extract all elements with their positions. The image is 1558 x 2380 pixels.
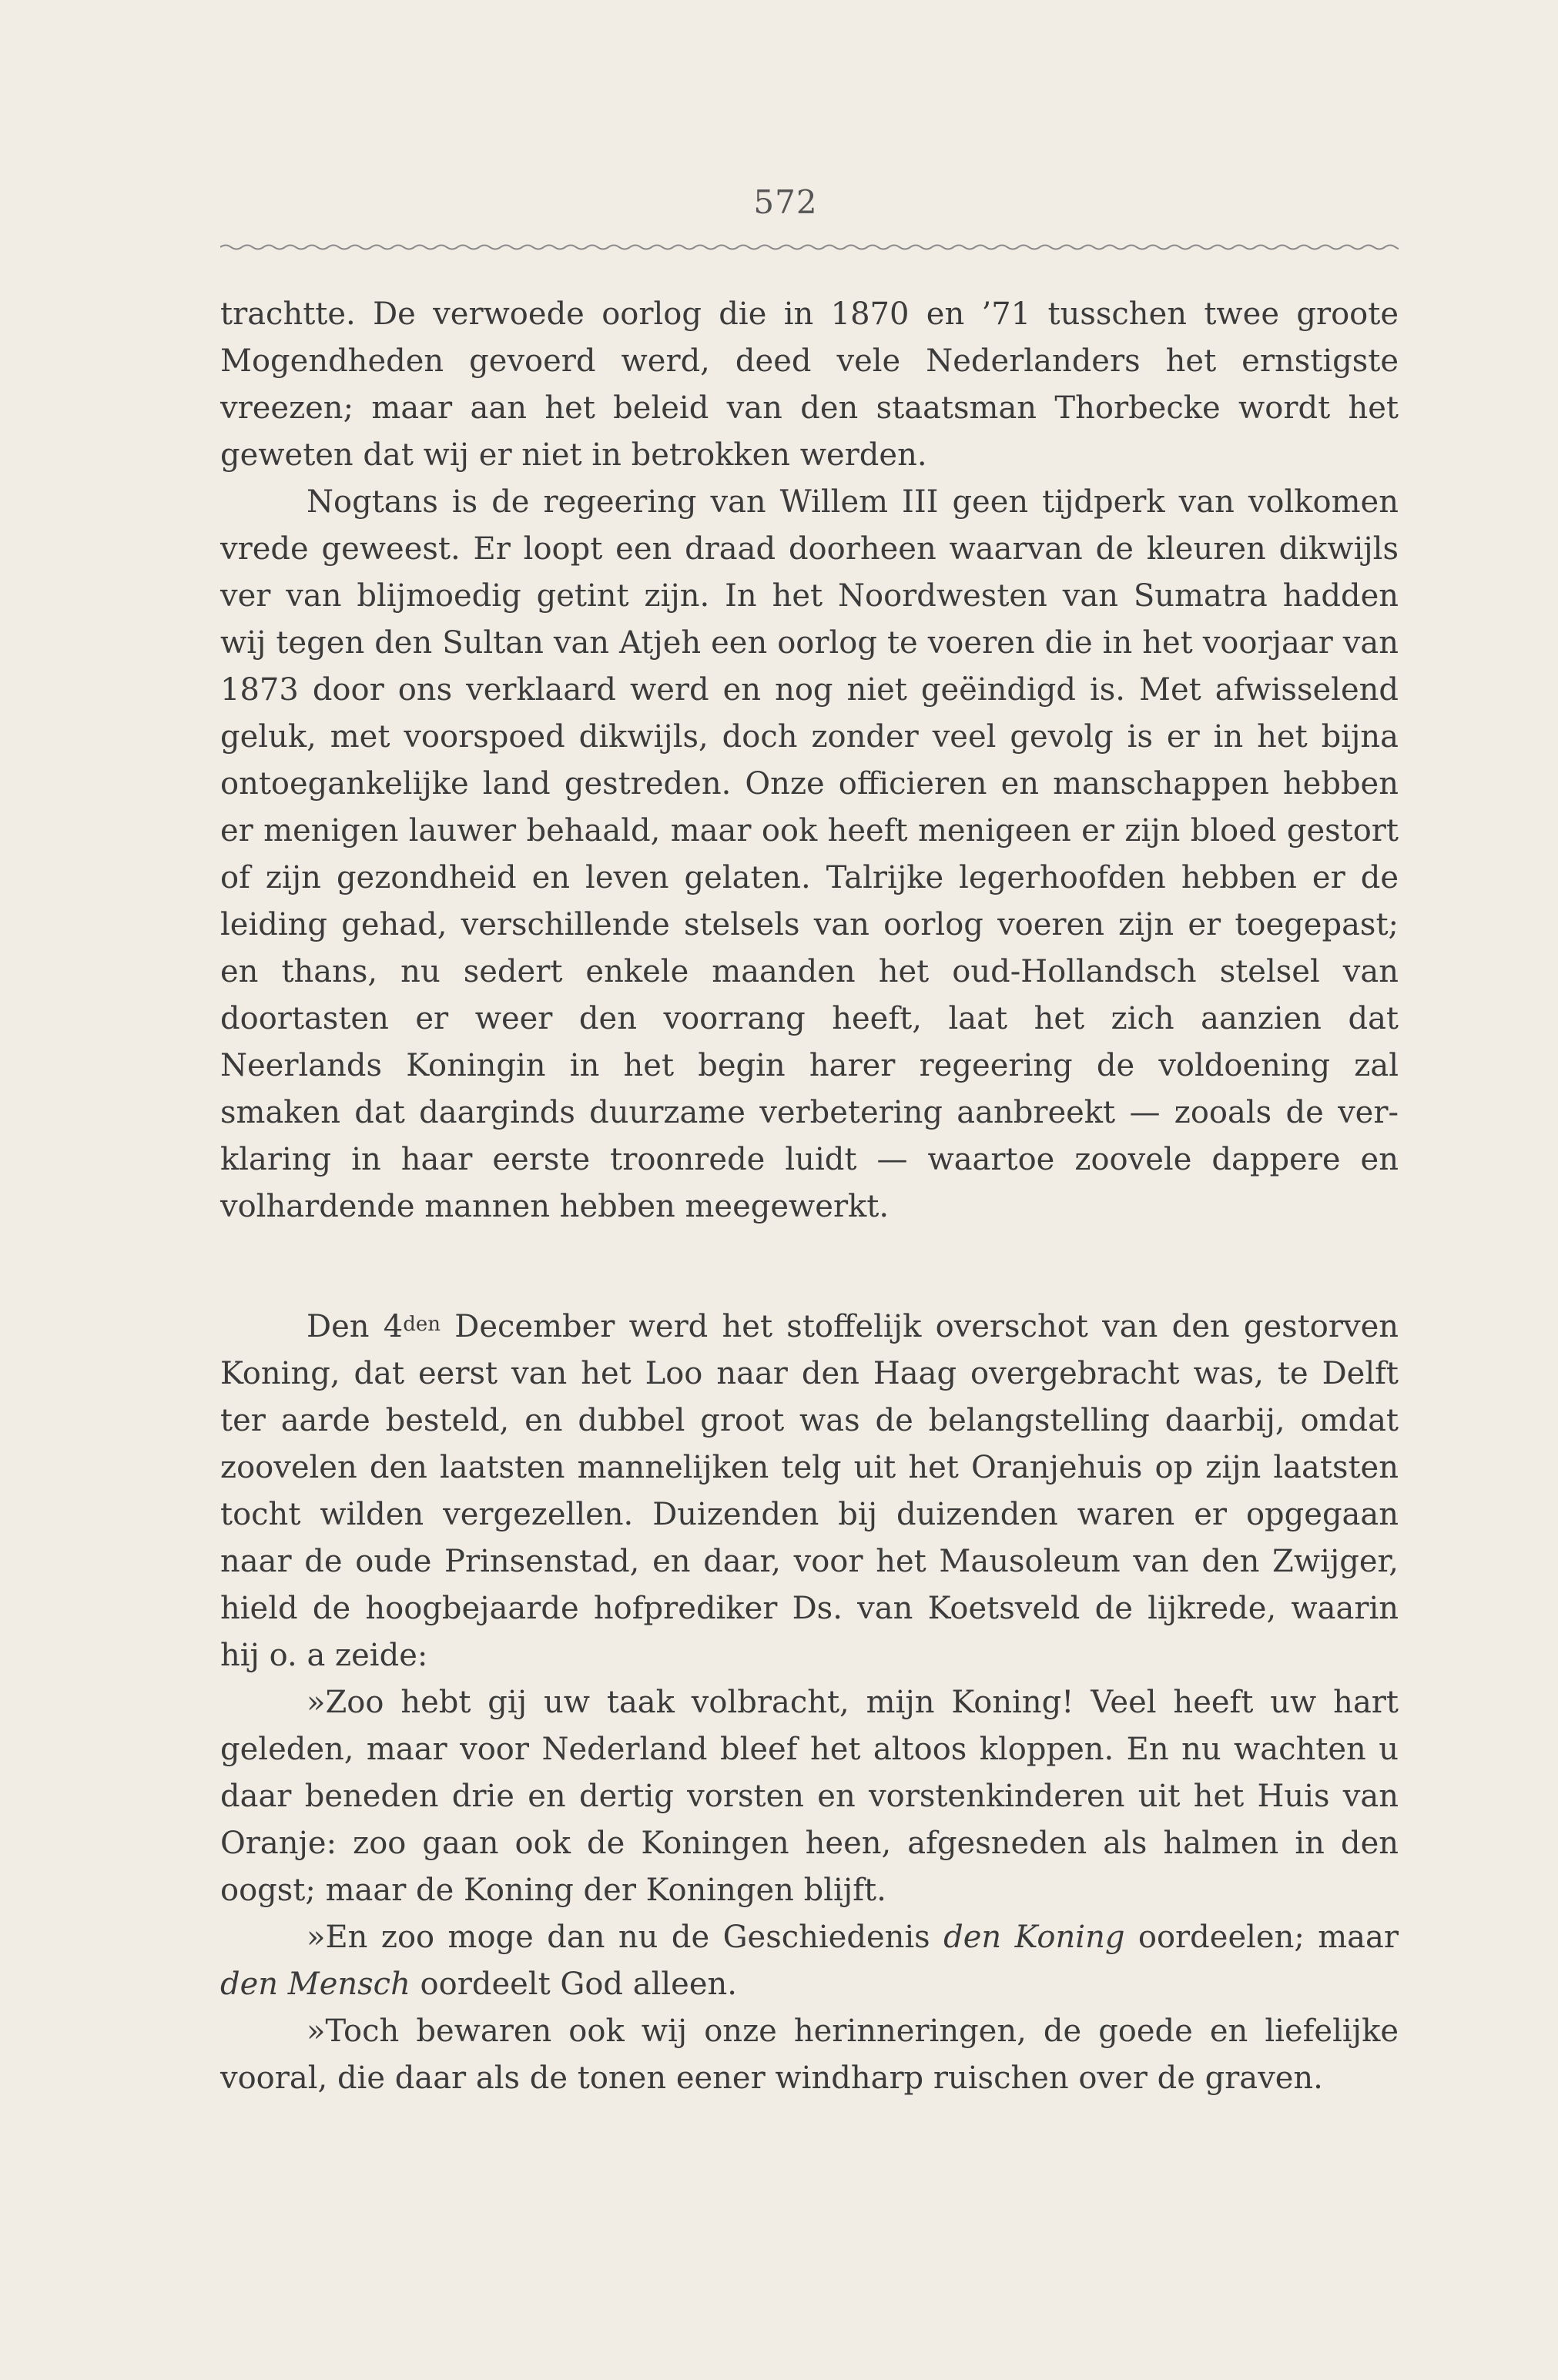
paragraph: »Toch bewaren ook wij onze herinneringen, de goede en liefelijke vooral, die daar als de tonen eener windharp ruischen over de graven.: [220, 2013, 1399, 2096]
paragraph: [220, 1301, 1399, 1679]
italic-text: den Mensch: [220, 1967, 410, 2002]
paragraph: [220, 1914, 1399, 2008]
text-run: Den 4: [307, 1309, 404, 1344]
italic-text: den Koning: [943, 1920, 1125, 1955]
decorative-rule: [220, 242, 1399, 253]
paragraph: trachtte. De verwoede oorlog die in 1870 en ’71 tusschen twee groote Mogendheden gevoerd werd, deed vele Nederlanders het ernstigste vreezen; maar aan het beleid van den staatsman Thorbecke wordt het geweten dat wij er niet in betrokken werden.: [220, 296, 1399, 473]
page-number: 572: [753, 183, 818, 221]
section-2: [220, 1301, 1399, 2102]
paragraph: Nogtans is de regeering van Willem III geen tijdperk van volkomen vrede geweest. Er loopt een draad doorheen waarvan de kleuren dikwijls ver van blijmoedig getint zijn. In het Noordwesten van Sumatra hadden wij tegen den Sultan van Atjeh een oorlog te voeren die in het voorjaar van 1873 door ons verklaard werd en nog niet geëindigd is. Met afwisselend geluk, met voorspoed dikwijls, doch zonder veel gevolg is er in het bijna ontoegankelijke land gestreden. Onze officieren en manschappen hebben er menigen lauwer behaald, maar ook heeft menigeen er zijn bloed gestort of zijn gezondheid en leven gelaten. Talrijke legerhoofden hebben er de leiding gehad, verschillende stelsels van oorlog voeren zijn er toegepast; en thans, nu sedert enkele maanden het oud-Hollandsch stelsel van doortasten er weer den voorrang heeft, laat het zich aanzien dat Neerlands Koningin in het begin harer regeering de voldoening zal smaken dat daarginds duurzame verbetering aanbreekt — zooals de verklaring in haar eerste troonrede luidt — waartoe zoovele dappere en volhardende mannen hebben meegewerkt.: [220, 484, 1399, 1224]
section-1: [220, 291, 1399, 1230]
text-run: December werd het stoffelijk overschot van den gestorven Koning, dat eerst van het Loo naar den Haag overgebracht was, te Delft ter aarde besteld, en dubbel groot was de belangstelling daarbij, omdat zoovelen den laatsten mannelijken telg uit het Oranjehuis op zijn laatsten tocht wilden vergezellen. Duizenden bij duizenden waren er opgegaan naar de oude Prinsenstad, en daar, voor het Mausoleum van den Zwijger, hield de hoogbejaarde hofprediker Ds. van Koetsveld de lijkrede, waarin hij o. a zeide:: [220, 1309, 1399, 1673]
text-run: oordeelt God alleen.: [410, 1967, 737, 2002]
paragraph: »Zoo hebt gij uw taak volbracht, mijn Koning! Veel heeft uw hart geleden, maar voor Nederland bleef het altoos kloppen. En nu wachten u daar beneden drie en dertig vorsten en vorstenkinderen uit het Huis van Oranje: zoo gaan ook de Koningen heen, afgesneden als halmen in den oogst; maar de Koning der Koningen blijft.: [220, 1685, 1399, 1908]
superscript: den: [403, 1313, 441, 1336]
text-run: »En zoo moge dan nu de Geschiedenis: [307, 1920, 944, 1955]
text-run: oordeelen; maar: [1124, 1920, 1399, 1955]
